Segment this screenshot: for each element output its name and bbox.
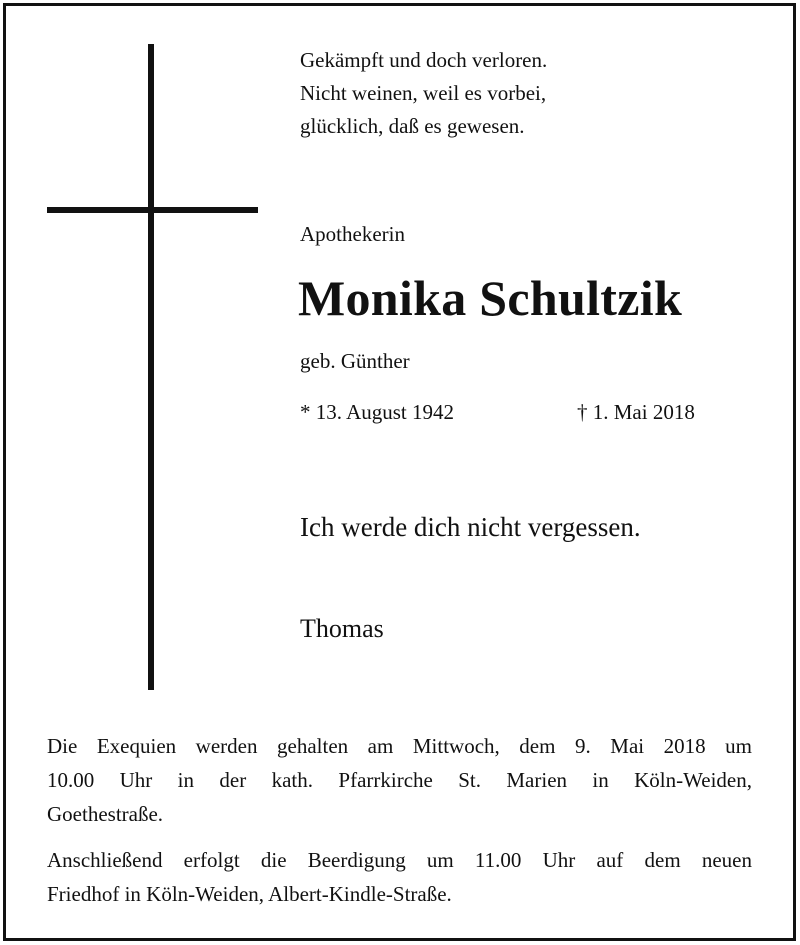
farewell-message: Ich werde dich nicht vergessen. [300,512,641,542]
deceased-name: Monika Schultzik [298,270,683,326]
notice-line: Die Exequien werden gehalten am Mittwoch, dem 9. Mai 2018 um [47,734,752,758]
memorial-poem [300,44,760,143]
poem-line: Gekämpft und doch verloren. [300,48,548,72]
notice-line: Anschließend erfolgt die Beerdigung um 11.00 Uhr auf dem neuen [47,848,752,872]
funeral-service-notice [47,729,752,831]
notice-line: 10.00 Uhr in der kath. Pfarrkirche St. Marien in Köln-Weiden, [47,768,752,792]
death-date: † 1. Mai 2018 [577,400,695,424]
birth-date: * 13. August 1942 [300,400,455,424]
poem-line: glücklich, daß es gewesen. [300,114,525,138]
poem-line: Nicht weinen, weil es vorbei, [300,81,547,105]
deceased-profession: Apothekerin [300,222,405,246]
mourner-signature: Thomas [300,614,384,643]
cross-icon-vertical-beam [148,44,154,690]
notice-line: Goethestraße. [47,802,164,826]
cross-icon-horizontal-beam [47,207,258,213]
deceased-maiden-name: geb. Günther [300,349,410,373]
notice-line: Friedhof in Köln-Weiden, Albert-Kindle-Straße. [47,882,452,906]
burial-notice [47,843,752,911]
